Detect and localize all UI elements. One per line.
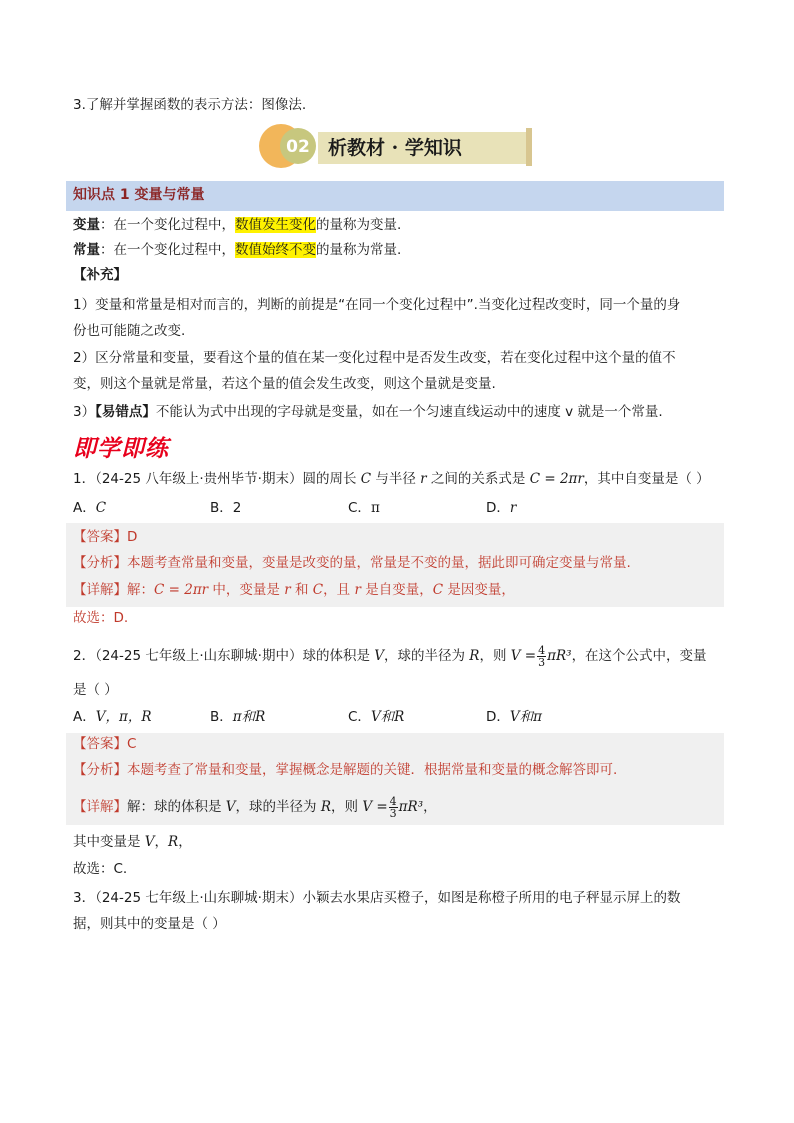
q1-option-b[interactable] xyxy=(210,498,241,518)
q2-formula-lhs: V = xyxy=(510,648,537,664)
q2-vars-a: 其中变量是 xyxy=(73,834,145,850)
q2-option-a-value: V，π，R xyxy=(95,709,152,725)
q1-analysis xyxy=(73,553,631,573)
q2-stem-line2: 是（ ） xyxy=(73,682,118,698)
supplement-line-5 xyxy=(73,402,663,422)
q2-option-d-label: D． xyxy=(486,709,510,725)
knowledge-point-title: 知识点 1 变量与常量 xyxy=(73,187,205,203)
q1-detail-label: 【详解】 xyxy=(73,582,127,598)
q1-option-a-value: C xyxy=(95,500,107,516)
q1-detail-d: ，且 xyxy=(323,582,355,598)
q2-vars-b: ， xyxy=(154,834,169,850)
variable-def-before: ：在一个变化过程中， xyxy=(100,217,235,233)
q1-formula: C = 2πr xyxy=(529,471,584,487)
q2-option-b[interactable] xyxy=(210,707,265,727)
q2-frac-num: 4 xyxy=(538,643,546,657)
q1-stem-b: 与半径 xyxy=(371,471,421,487)
q1-detail-c2: C xyxy=(432,582,444,598)
q2-choice: 故选：C. xyxy=(73,861,128,877)
q2-answer xyxy=(73,734,136,754)
variable-highlight: 数值发生变化 xyxy=(235,217,316,233)
q1-option-a[interactable] xyxy=(73,498,106,518)
q1-option-a-label: A． xyxy=(73,500,96,516)
q1-option-d-value: r xyxy=(509,500,517,516)
q2-stem-d: ，在这个公式中，变量 xyxy=(571,648,707,664)
supplement3-prefix: 3） xyxy=(73,404,96,420)
q2-detail-num: 4 xyxy=(389,794,397,808)
q1-answer-value: D xyxy=(127,529,138,545)
q2-answer-label: 【答案】 xyxy=(73,736,127,752)
q1-var-r: r xyxy=(420,471,427,487)
q1-detail-r2: r xyxy=(354,582,361,598)
variable-term: 变量 xyxy=(73,217,100,233)
q2-option-c-label: C． xyxy=(348,709,371,725)
q1-option-d-label: D． xyxy=(486,500,510,516)
q1-detail-c: 和 xyxy=(290,582,313,598)
q2-option-b-label: B． xyxy=(210,709,233,725)
banner-bar-end xyxy=(526,128,532,166)
q3-line-2: 据，则其中的变量是（ ） xyxy=(73,916,226,932)
q2-vars-r: R xyxy=(168,834,179,850)
q2-analysis xyxy=(73,760,617,780)
q1-detail-a: 解： xyxy=(127,582,154,598)
q2-option-a-label: A． xyxy=(73,709,96,725)
q2-vars xyxy=(73,832,192,852)
q1-option-c-value: π xyxy=(370,500,380,516)
q1-stem-c: 之间的关系式是 xyxy=(426,471,530,487)
supplement-line-2: 份也可能随之改变. xyxy=(73,323,186,339)
q1-detail-f: 是因变量， xyxy=(443,582,515,598)
q1-option-d[interactable] xyxy=(486,498,516,518)
supplement-line-4: 变，则这个量就是常量，若这个量的值会发生改变，则这个量就是变量. xyxy=(73,376,496,392)
constant-term: 常量 xyxy=(73,242,100,258)
q1-option-b-value: 2 xyxy=(232,500,242,516)
supplement-line-1: 1）变量和常量是相对而言的，判断的前提是“在同一个变化过程中”.当变化过程改变时，同一个量的身 xyxy=(73,297,681,313)
variable-def-after: 的量称为变量. xyxy=(316,217,402,233)
q2-option-a[interactable] xyxy=(73,707,152,727)
q2-option-c-value: V和R xyxy=(370,709,405,725)
q2-frac-den: 3 xyxy=(538,655,546,669)
q2-analysis-label: 【分析】 xyxy=(73,762,127,778)
q1-answer xyxy=(73,527,137,547)
variable-definition xyxy=(73,215,401,235)
q2-stem-c: ，则 xyxy=(479,648,511,664)
q1-option-b-label: B． xyxy=(210,500,233,516)
q2-answer-value: C xyxy=(127,736,137,752)
q2-detail-b: ，球的半径为 xyxy=(235,799,321,815)
q2-detail-lhs: V = xyxy=(362,799,388,815)
q2-detail-rhs: πR³ xyxy=(398,799,424,815)
q2-detail-r: R xyxy=(320,799,332,815)
q2-detail-label: 【详解】 xyxy=(73,799,127,815)
supplement-label: 【补充】 xyxy=(73,267,127,283)
q2-stem-b: ，球的半径为 xyxy=(383,648,470,664)
banner-title: 析教材 · 学知识 xyxy=(328,137,462,159)
q2-var-v: V xyxy=(374,648,384,664)
q2-var-r: R xyxy=(469,648,480,664)
q1-detail-e: 是自变量， xyxy=(360,582,433,598)
q2-detail-c: ，则 xyxy=(331,799,363,815)
q3-line-1: 3．（24-25 七年级上·山东聊城·期末）小颖去水果店买橙子，如图是称橙子所用的电子秤显示屏上的数 xyxy=(73,890,681,906)
q1-stem-d: ，其中自变量是（ ） xyxy=(583,471,710,487)
q1-stem-a: 1．（24-25 八年级上·贵州毕节·期末）圆的周长 xyxy=(73,471,361,487)
intro-line: 3.了解并掌握函数的表示方法：图像法. xyxy=(73,97,307,113)
q1-option-c-label: C． xyxy=(348,500,371,516)
q1-detail-formula: C = 2πr xyxy=(154,582,209,598)
q2-detail-d: ， xyxy=(423,799,437,815)
constant-def-before: ：在一个变化过程中， xyxy=(100,242,235,258)
q2-option-c[interactable] xyxy=(348,707,404,727)
banner-number: 02 xyxy=(286,137,310,157)
q2-option-d-value: V和π xyxy=(509,709,543,725)
q1-detail-r: r xyxy=(284,582,291,598)
constant-definition xyxy=(73,240,401,260)
q2-option-d[interactable] xyxy=(486,707,542,727)
constant-def-after: 的量称为常量. xyxy=(316,242,402,258)
q2-detail xyxy=(73,794,437,820)
q1-detail-cvar: C xyxy=(312,582,324,598)
q1-var-c: C xyxy=(360,471,372,487)
q2-stem-a: 2．（24-25 七年级上·山东聊城·期中）球的体积是 xyxy=(73,648,375,664)
supplement3-text: 不能认为式中出现的字母就是变量，如在一个匀速直线运动中的速度 v 就是一个常量. xyxy=(155,404,663,420)
q2-detail-den: 3 xyxy=(389,806,397,820)
q2-fraction xyxy=(537,645,546,668)
q1-detail xyxy=(73,580,515,600)
q2-stem xyxy=(73,643,707,669)
section-banner xyxy=(258,124,534,170)
q2-detail-a: 解：球的体积是 xyxy=(127,799,226,815)
practice-title: 即学即练 xyxy=(73,435,169,462)
q1-detail-b: 中，变量是 xyxy=(208,582,285,598)
q1-analysis-label: 【分析】 xyxy=(73,555,127,571)
q1-answer-label: 【答案】 xyxy=(73,529,127,545)
q1-choice: 故选：D. xyxy=(73,610,129,626)
q2-formula-rhs: πR³ xyxy=(547,648,572,664)
q2-detail-fraction xyxy=(389,796,398,819)
q1-stem xyxy=(73,469,710,489)
constant-highlight: 数值始终不变 xyxy=(235,242,316,258)
q2-vars-c: ， xyxy=(178,834,192,850)
q1-analysis-text: 本题考查常量和变量，变量是改变的量，常量是不变的量，据此即可确定变量与常量. xyxy=(127,555,631,571)
q1-option-c[interactable] xyxy=(348,498,380,518)
q2-vars-v: V xyxy=(144,834,155,850)
error-point-tag: 【易错点】 xyxy=(95,404,156,420)
q2-detail-v: V xyxy=(225,799,236,815)
q2-analysis-text: 本题考查了常量和变量，掌握概念是解题的关键．根据常量和变量的概念解答即可. xyxy=(127,762,618,778)
q2-option-b-value: π和R xyxy=(232,709,266,725)
supplement-line-3: 2）区分常量和变量，要看这个量的值在某一变化过程中是否发生改变，若在变化过程中这个量的值不 xyxy=(73,350,676,366)
